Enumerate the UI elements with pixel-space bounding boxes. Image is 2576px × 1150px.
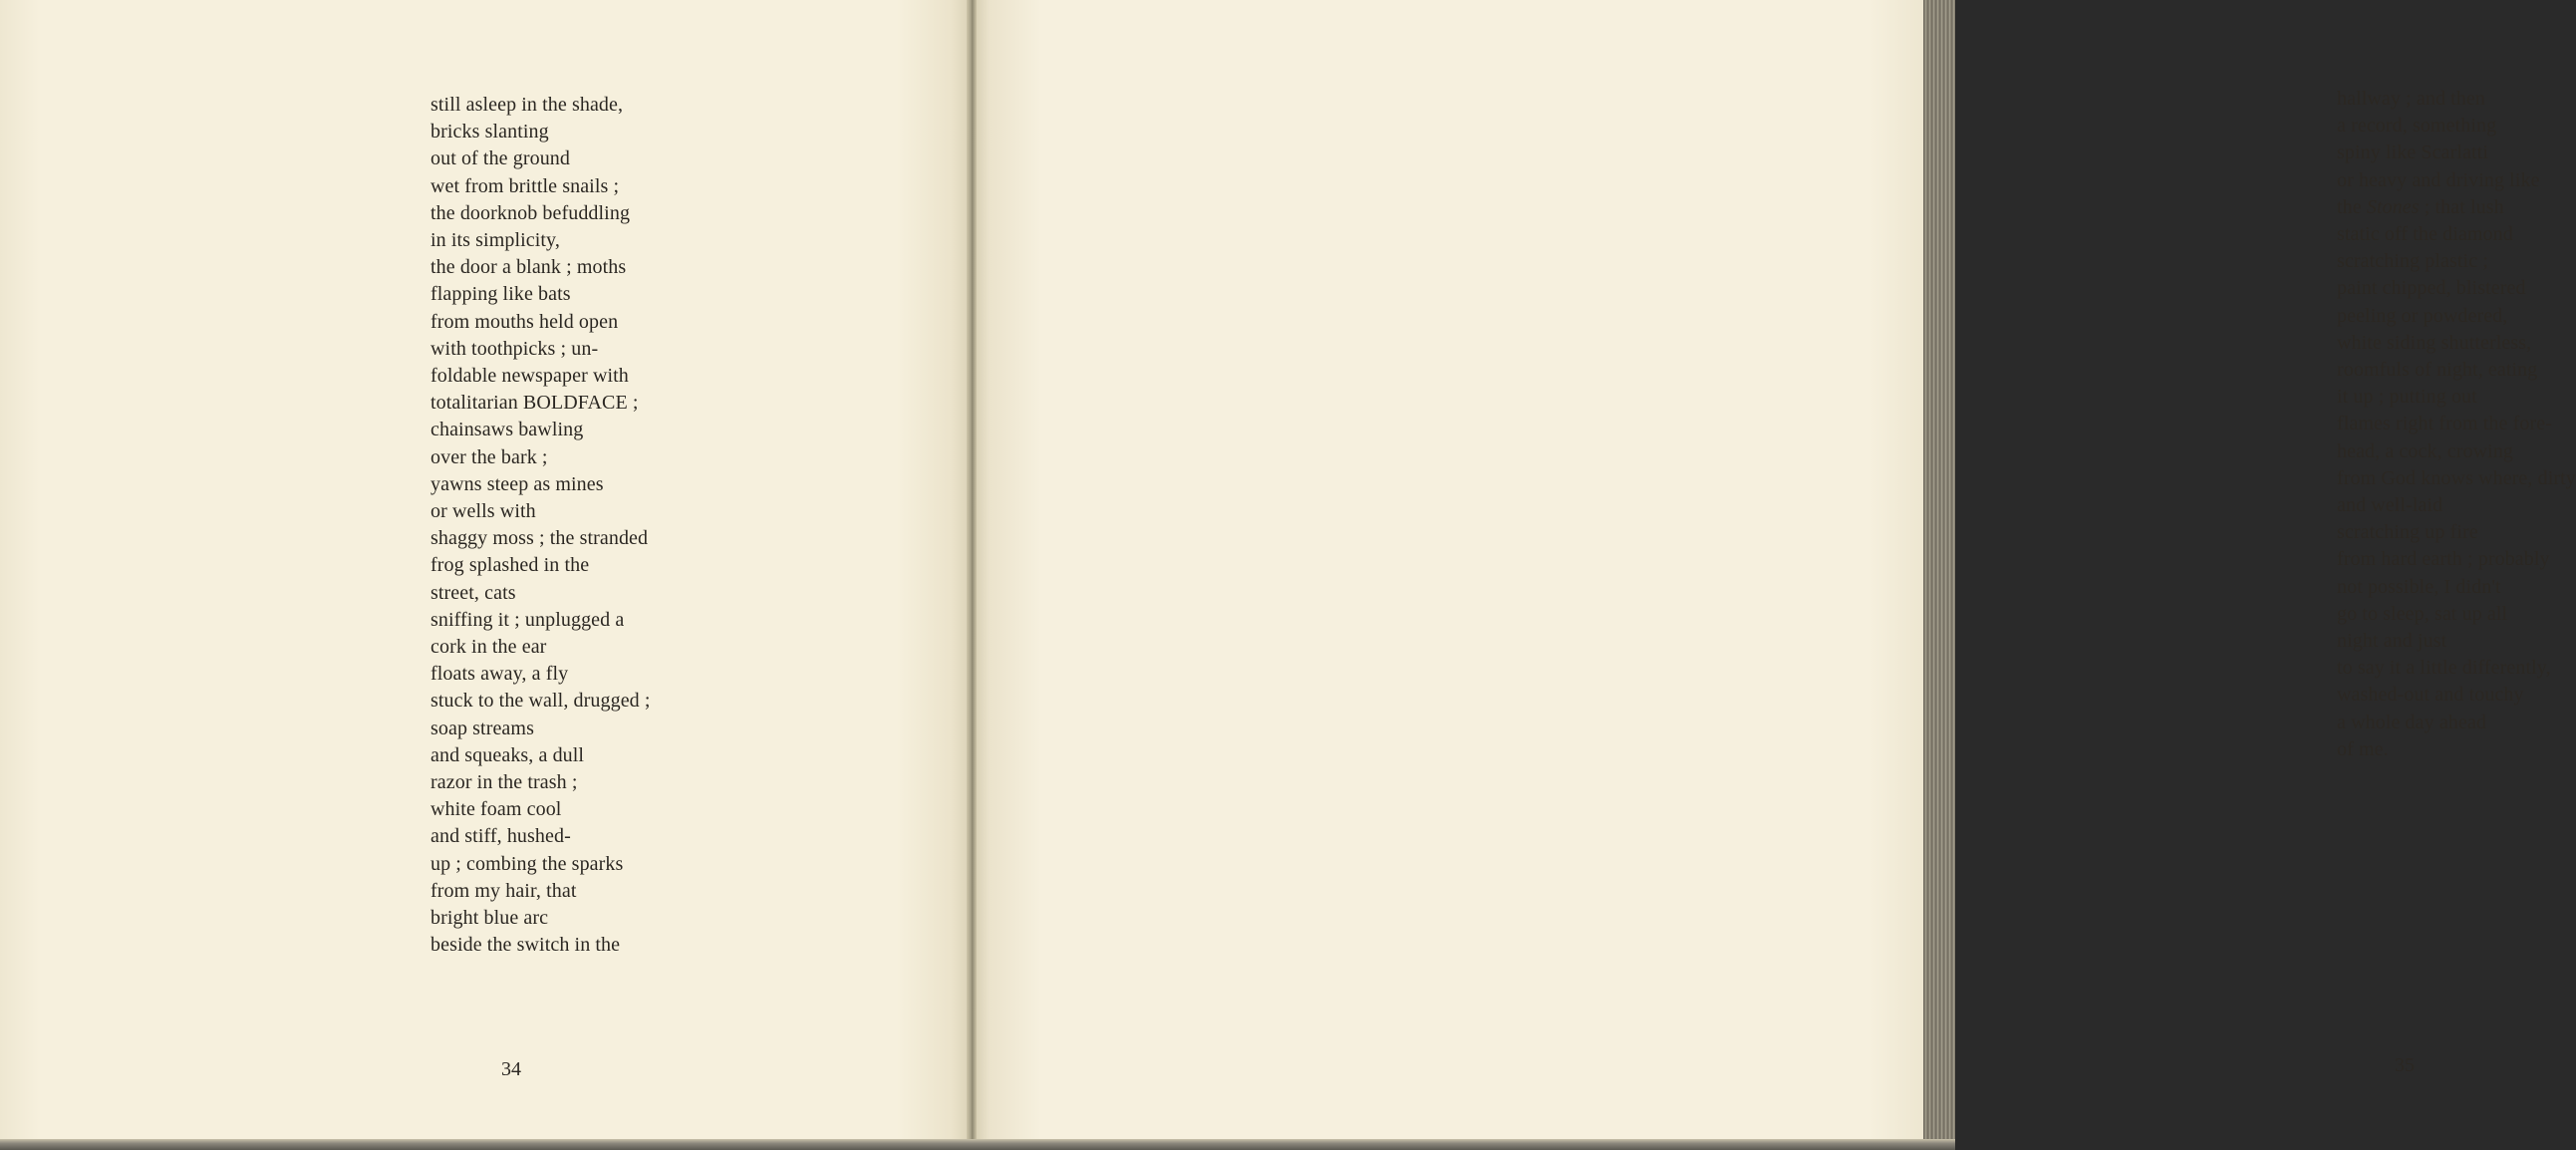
poem-line: sniffing it ; unplugged a <box>430 608 625 631</box>
poem-line: or wells with <box>430 500 536 523</box>
poem-line: beside the switch in the <box>430 934 621 957</box>
poem-line: peeling or powdered, <box>2337 304 2508 327</box>
page-edges-bottom <box>0 1139 1955 1150</box>
poem-line: a record, something <box>2337 115 2497 138</box>
poem-line: washed-out and touchy <box>2337 684 2524 707</box>
line-tail: ; that lush <box>2419 195 2504 218</box>
poem-line: still asleep in the shade, <box>430 94 624 116</box>
poem-line: hallway ; and then <box>2337 88 2485 110</box>
right-page <box>972 0 2576 1143</box>
poem-line: from mouths held open <box>430 310 619 333</box>
poem-line: flames right from the fore- <box>2337 413 2552 435</box>
poem-line: or heavy and driving like <box>2337 168 2540 191</box>
poem-line: with toothpicks ; un- <box>430 337 599 360</box>
poem-line: static off the diamond <box>2337 223 2513 246</box>
italic-title: Stones <box>2366 195 2420 218</box>
poem-line: spiny like Scarlatti <box>2337 142 2488 164</box>
poem-line: shaggy moss ; the stranded <box>430 527 649 550</box>
left-page <box>0 0 972 1143</box>
poem-line: totalitarian BOLDFACE ; <box>430 392 639 415</box>
poem-line: from my hair, that <box>430 879 577 902</box>
book-gutter <box>967 0 977 1150</box>
poem-line: up ; combing the sparks <box>430 852 624 875</box>
poem-line: go to sleep, sat up all <box>2337 602 2508 625</box>
page-number-right: 35 <box>2395 1054 2415 1076</box>
poem-line: floats away, a fly <box>430 663 569 686</box>
poem-line: over the bark ; <box>430 445 548 468</box>
poem-line: the doorknob befuddling <box>430 201 631 224</box>
poem-line: not possible, I didn't <box>2337 575 2501 598</box>
poem-line: stuck to the wall, drugged ; <box>430 690 651 713</box>
poem-line: frog splashed in the <box>430 554 590 577</box>
poem-line: cork in the ear <box>430 636 547 659</box>
poem-line: yawns steep as mines <box>430 472 604 495</box>
poem-line: in its simplicity, <box>430 229 560 252</box>
poem-text-right <box>2337 86 2576 763</box>
poem-line: street, cats <box>430 581 516 604</box>
poem-line: bricks slanting <box>430 121 549 144</box>
poem-line: white foam cool <box>430 798 562 821</box>
poem-text-left <box>430 92 651 960</box>
poem-line: bright blue arc <box>430 907 549 930</box>
poem-line: to say it a little differently, <box>2337 657 2551 680</box>
poem-line: out of the ground <box>430 147 571 170</box>
poem-line: scratching plastic ; <box>2337 250 2488 273</box>
poem-line: soap streams <box>430 717 534 739</box>
poem-line: night and just <box>2337 630 2447 653</box>
poem-line: roomfuls of night, eating <box>2337 359 2538 382</box>
poem-line: and well-laid <box>2337 494 2443 517</box>
poem-line: the door a blank ; moths <box>430 256 627 279</box>
poem-line: and stiff, hushed- <box>430 825 571 848</box>
poem-line: flapping like bats <box>430 283 571 306</box>
poem-line: foldable newspaper with <box>430 365 629 388</box>
poem-line-with-italic <box>2337 194 2576 221</box>
page-edges-right <box>1923 0 1955 1150</box>
poem-line: scratching up fire <box>2337 521 2478 544</box>
poem-line: razor in the trash ; <box>430 771 578 794</box>
poem-line: a whole day ahead <box>2337 711 2486 733</box>
line-lead: the <box>2337 195 2367 218</box>
poem-line: it up ; putting out <box>2337 386 2477 409</box>
poem-line: white siding shutterless, <box>2337 331 2532 354</box>
poem-line: of me. <box>2337 737 2389 760</box>
poem-line: chainsaws bawling <box>430 419 584 441</box>
poem-line: paint chipped, blistered <box>2337 277 2526 300</box>
page-number-left: 34 <box>501 1058 521 1080</box>
poem-line: head, a cock, crowing <box>2337 439 2514 462</box>
poem-line: and squeaks, a dull <box>430 743 585 766</box>
poem-line: wet from brittle snails ; <box>430 174 620 197</box>
poem-line: from hard earth ; probably <box>2337 548 2550 571</box>
poem-line: from God knows where, dirty <box>2337 466 2576 489</box>
